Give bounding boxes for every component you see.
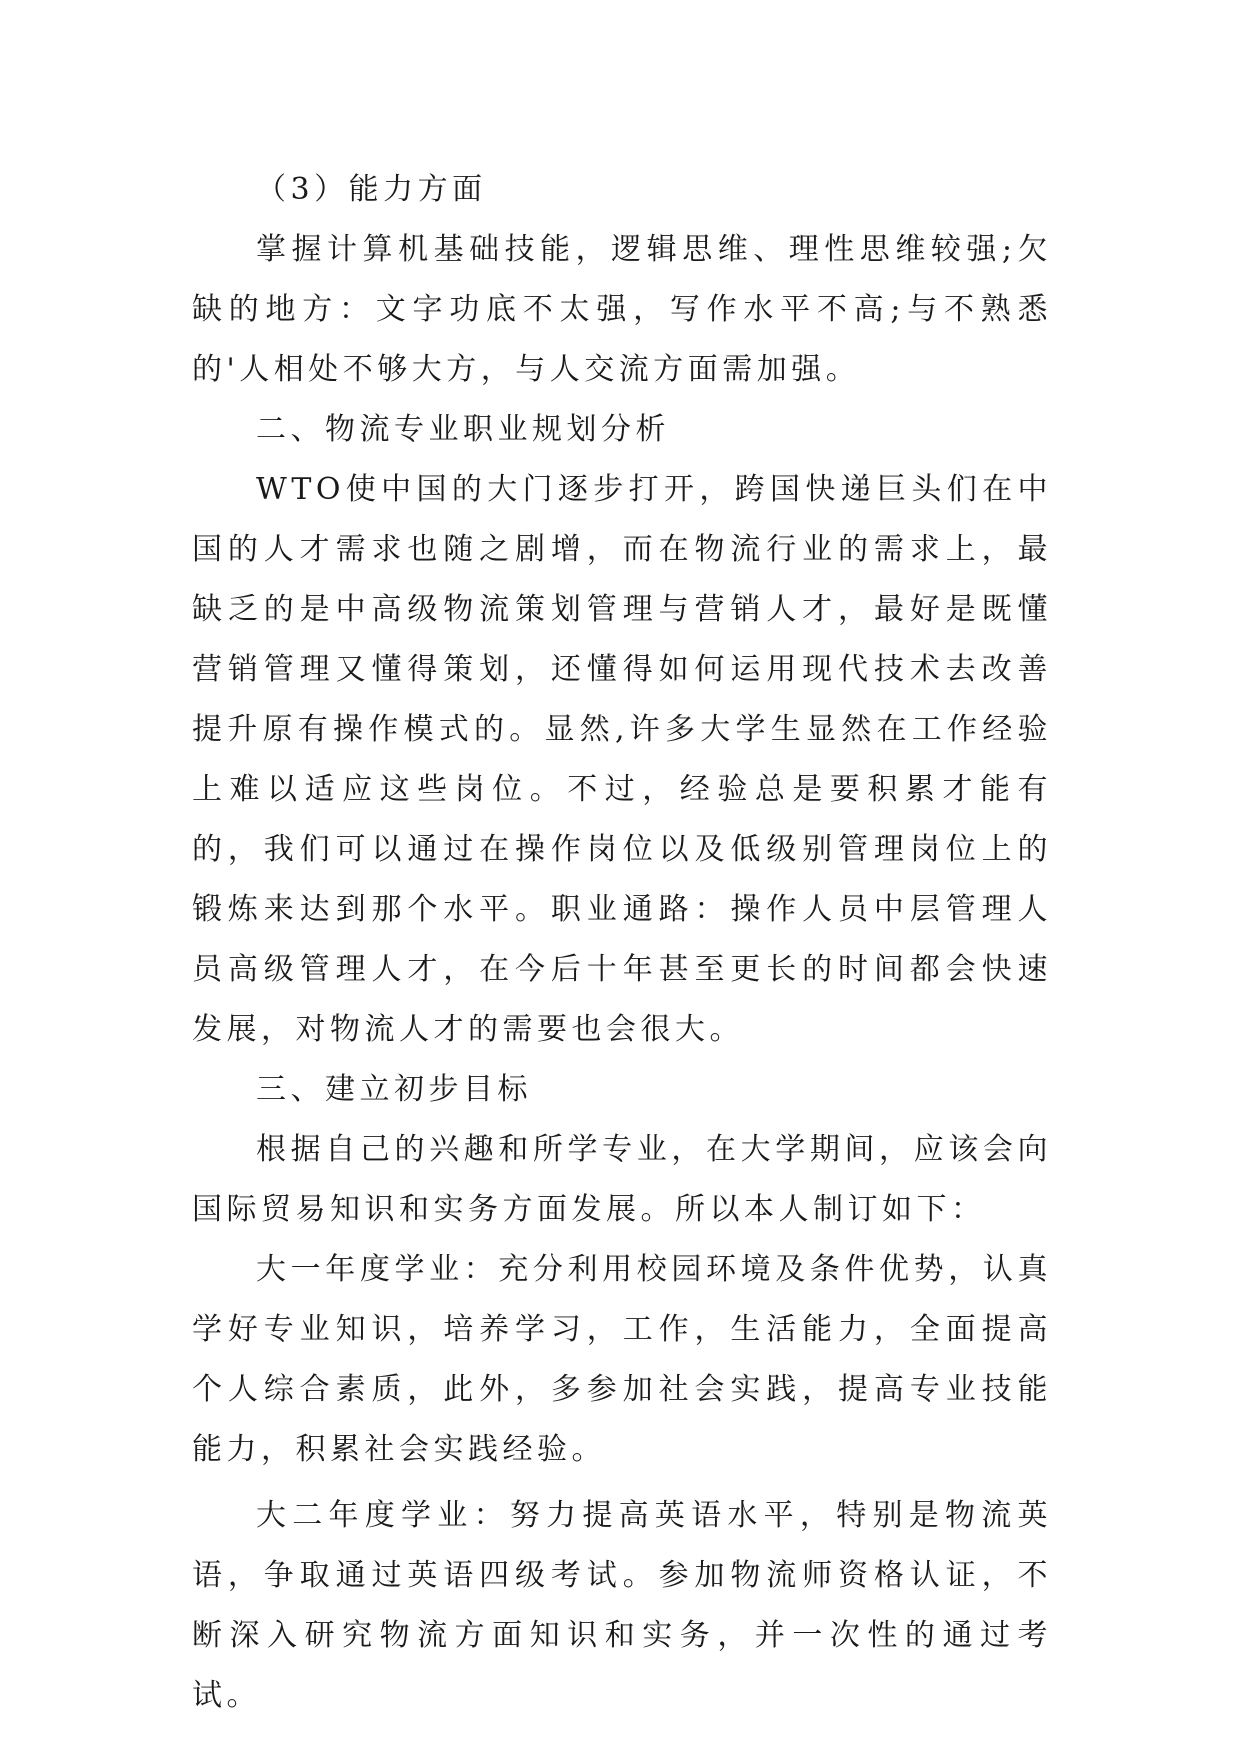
part-3-paragraph: 根据自己的兴趣和所学专业，在大学期间，应该会向国际贸易知识和实务方面发展。所以本人制订如下： bbox=[192, 1132, 1052, 1227]
document-body bbox=[192, 160, 1052, 1726]
part-2-heading: 二、物流专业职业规划分析 bbox=[256, 412, 670, 447]
section-3-paragraph: 掌握计算机基础技能，逻辑思维、理性思维较强;欠缺的地方：文字功底不太强，写作水平不高;与不熟悉的'人相处不够大方，与人交流方面需加强。 bbox=[192, 232, 1052, 387]
year-1-plan-paragraph: 大一年度学业：充分利用校园环境及条件优势，认真学好专业知识，培养学习，工作，生活能力，全面提高个人综合素质，此外，多参加社会实践，提高专业技能能力，积累社会实践经验。 bbox=[192, 1252, 1052, 1467]
section-3-heading: （3）能力方面 bbox=[256, 172, 487, 207]
part-2-paragraph: WTO使中国的大门逐步打开，跨国快递巨头们在中国的人才需求也随之剧增，而在物流行业的需求上，最缺乏的是中高级物流策划管理与营销人才，最好是既懂营销管理又懂得策划，还懂得如何运用现代技术去改善提升原有操作模式的。显然,许多大学生显然在工作经验上难以适应这些岗位。不过，经验总是要积累才能有的，我们可以通过在操作岗位以及低级别管理岗位上的锻炼来达到那个水平。职业通路：操作人员中层管理人员高级管理人才，在今后十年甚至更长的时间都会快速发展，对物流人才的需要也会很大。 bbox=[192, 472, 1052, 1047]
year-2-plan-paragraph: 大二年度学业：努力提高英语水平，特别是物流英语，争取通过英语四级考试。参加物流师资格认证，不断深入研究物流方面知识和实务，并一次性的通过考试。 bbox=[192, 1498, 1052, 1713]
part-3-heading: 三、建立初步目标 bbox=[256, 1072, 532, 1107]
